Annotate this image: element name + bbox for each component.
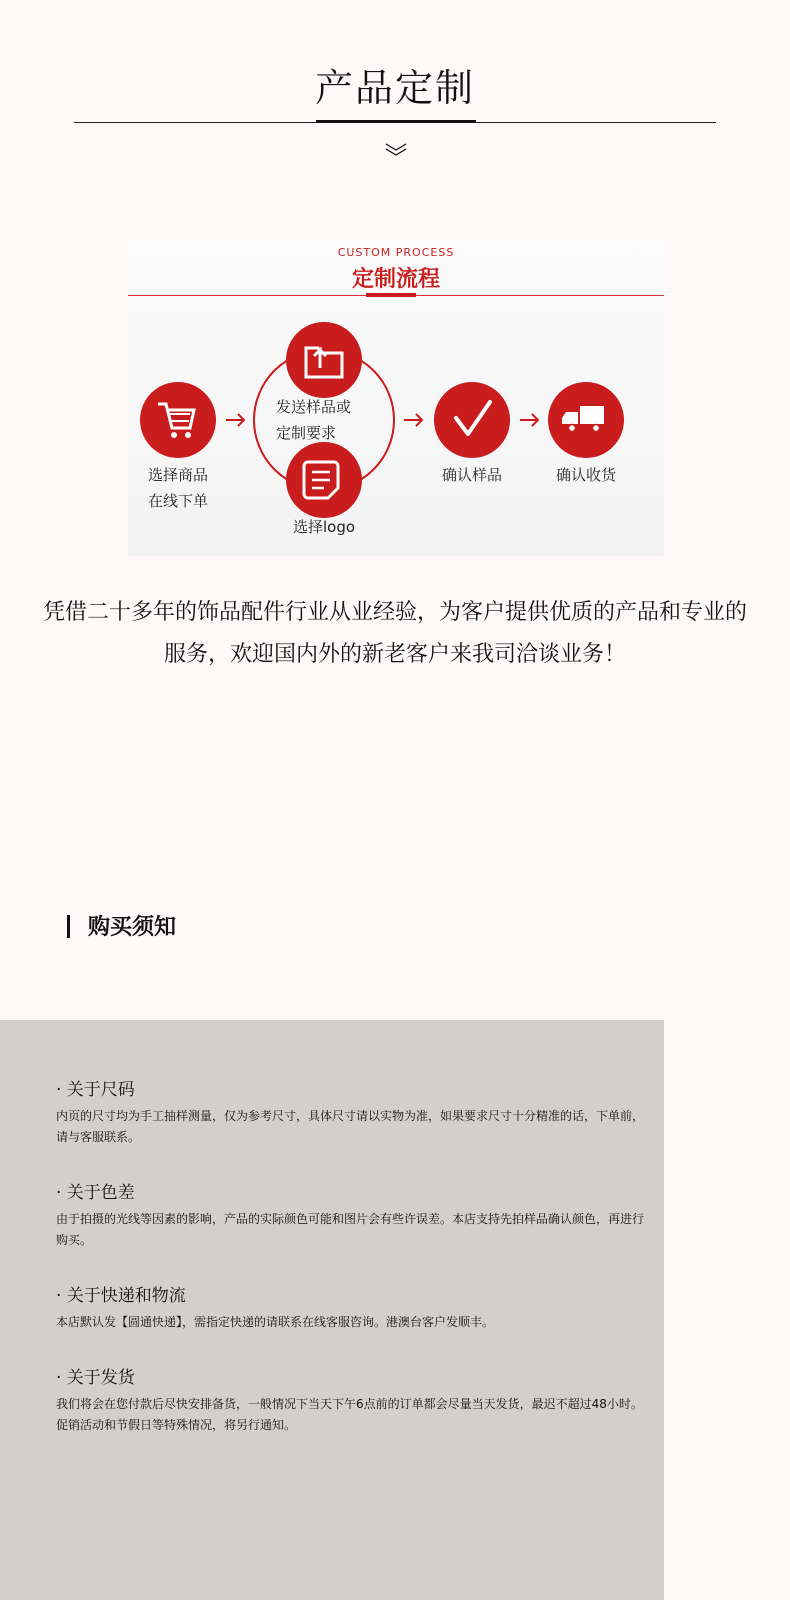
process-flow-diagram (128, 300, 664, 556)
intro-paragraph: 凭借二十多年的饰品配件行业从业经验，为客户提供优质的产品和专业的服务，欢迎国内外的新老客户来我司洽谈业务！ (42, 600, 747, 667)
step-label-select-product: 选择商品 在线下单 (147, 466, 208, 510)
step-label-select-logo: 选择logo (292, 518, 356, 536)
notice-item-title: · 关于快递和物流 (56, 1286, 186, 1306)
step-label-confirm-sample: 确认样品 (441, 466, 502, 484)
notice-item-size (56, 1076, 646, 1148)
folder-upload-icon (286, 322, 362, 398)
checkmark-icon (434, 382, 510, 458)
arrow-right-icon (226, 414, 244, 426)
title-underline (316, 120, 476, 123)
step-label-confirm-receipt: 确认收货 (555, 466, 616, 484)
custom-process-card (128, 240, 664, 556)
page-title: 产品定制 (314, 66, 475, 110)
chevron-down-icon (384, 142, 408, 158)
notice-item-text: 本店默认发【圆通快递】，需指定快递的请联系在线客服咨询。港澳台客户发顺丰。 (56, 1315, 495, 1329)
arrow-right-icon (520, 414, 538, 426)
notice-item-color (56, 1179, 646, 1251)
notice-item-title: · 关于发货 (56, 1368, 135, 1388)
process-subtitle-en: CUSTOM PROCESS (337, 246, 455, 259)
step-label-send-sample: 发送样品或 定制要求 (276, 398, 352, 442)
delivery-truck-icon (548, 382, 624, 458)
notice-panel (0, 1020, 664, 1600)
heading-accent-bar (67, 915, 70, 938)
notice-heading: 购买须知 (88, 915, 177, 940)
process-title: 定制流程 (351, 267, 440, 292)
notice-item-title: · 关于色差 (56, 1183, 135, 1203)
process-divider-accent (366, 293, 416, 297)
arrow-right-icon (404, 414, 422, 426)
document-edit-icon (286, 442, 362, 518)
notice-item-text: 我们将会在您付款后尽快安排备货，一般情况下当天下午6点前的订单都会尽量当天发货，最迟不超过48小时。促销活动和节假日等特殊情况，将另行通知。 (56, 1397, 643, 1432)
notice-item-text: 内页的尺寸均为手工抽样测量，仅为参考尺寸，具体尺寸请以实物为准，如果要求尺寸十分精准的话，下单前，请与客服联系。 (56, 1109, 645, 1144)
notice-item-text: 由于拍摄的光线等因素的影响，产品的实际颜色可能和图片会有些许误差。本店支持先拍样品确认颜色，再进行购买。 (56, 1212, 645, 1247)
notice-item-title: · 关于尺码 (56, 1080, 135, 1100)
notice-item-delivery (56, 1364, 646, 1436)
notice-item-shipping (56, 1282, 646, 1333)
shopping-cart-icon (140, 382, 216, 458)
